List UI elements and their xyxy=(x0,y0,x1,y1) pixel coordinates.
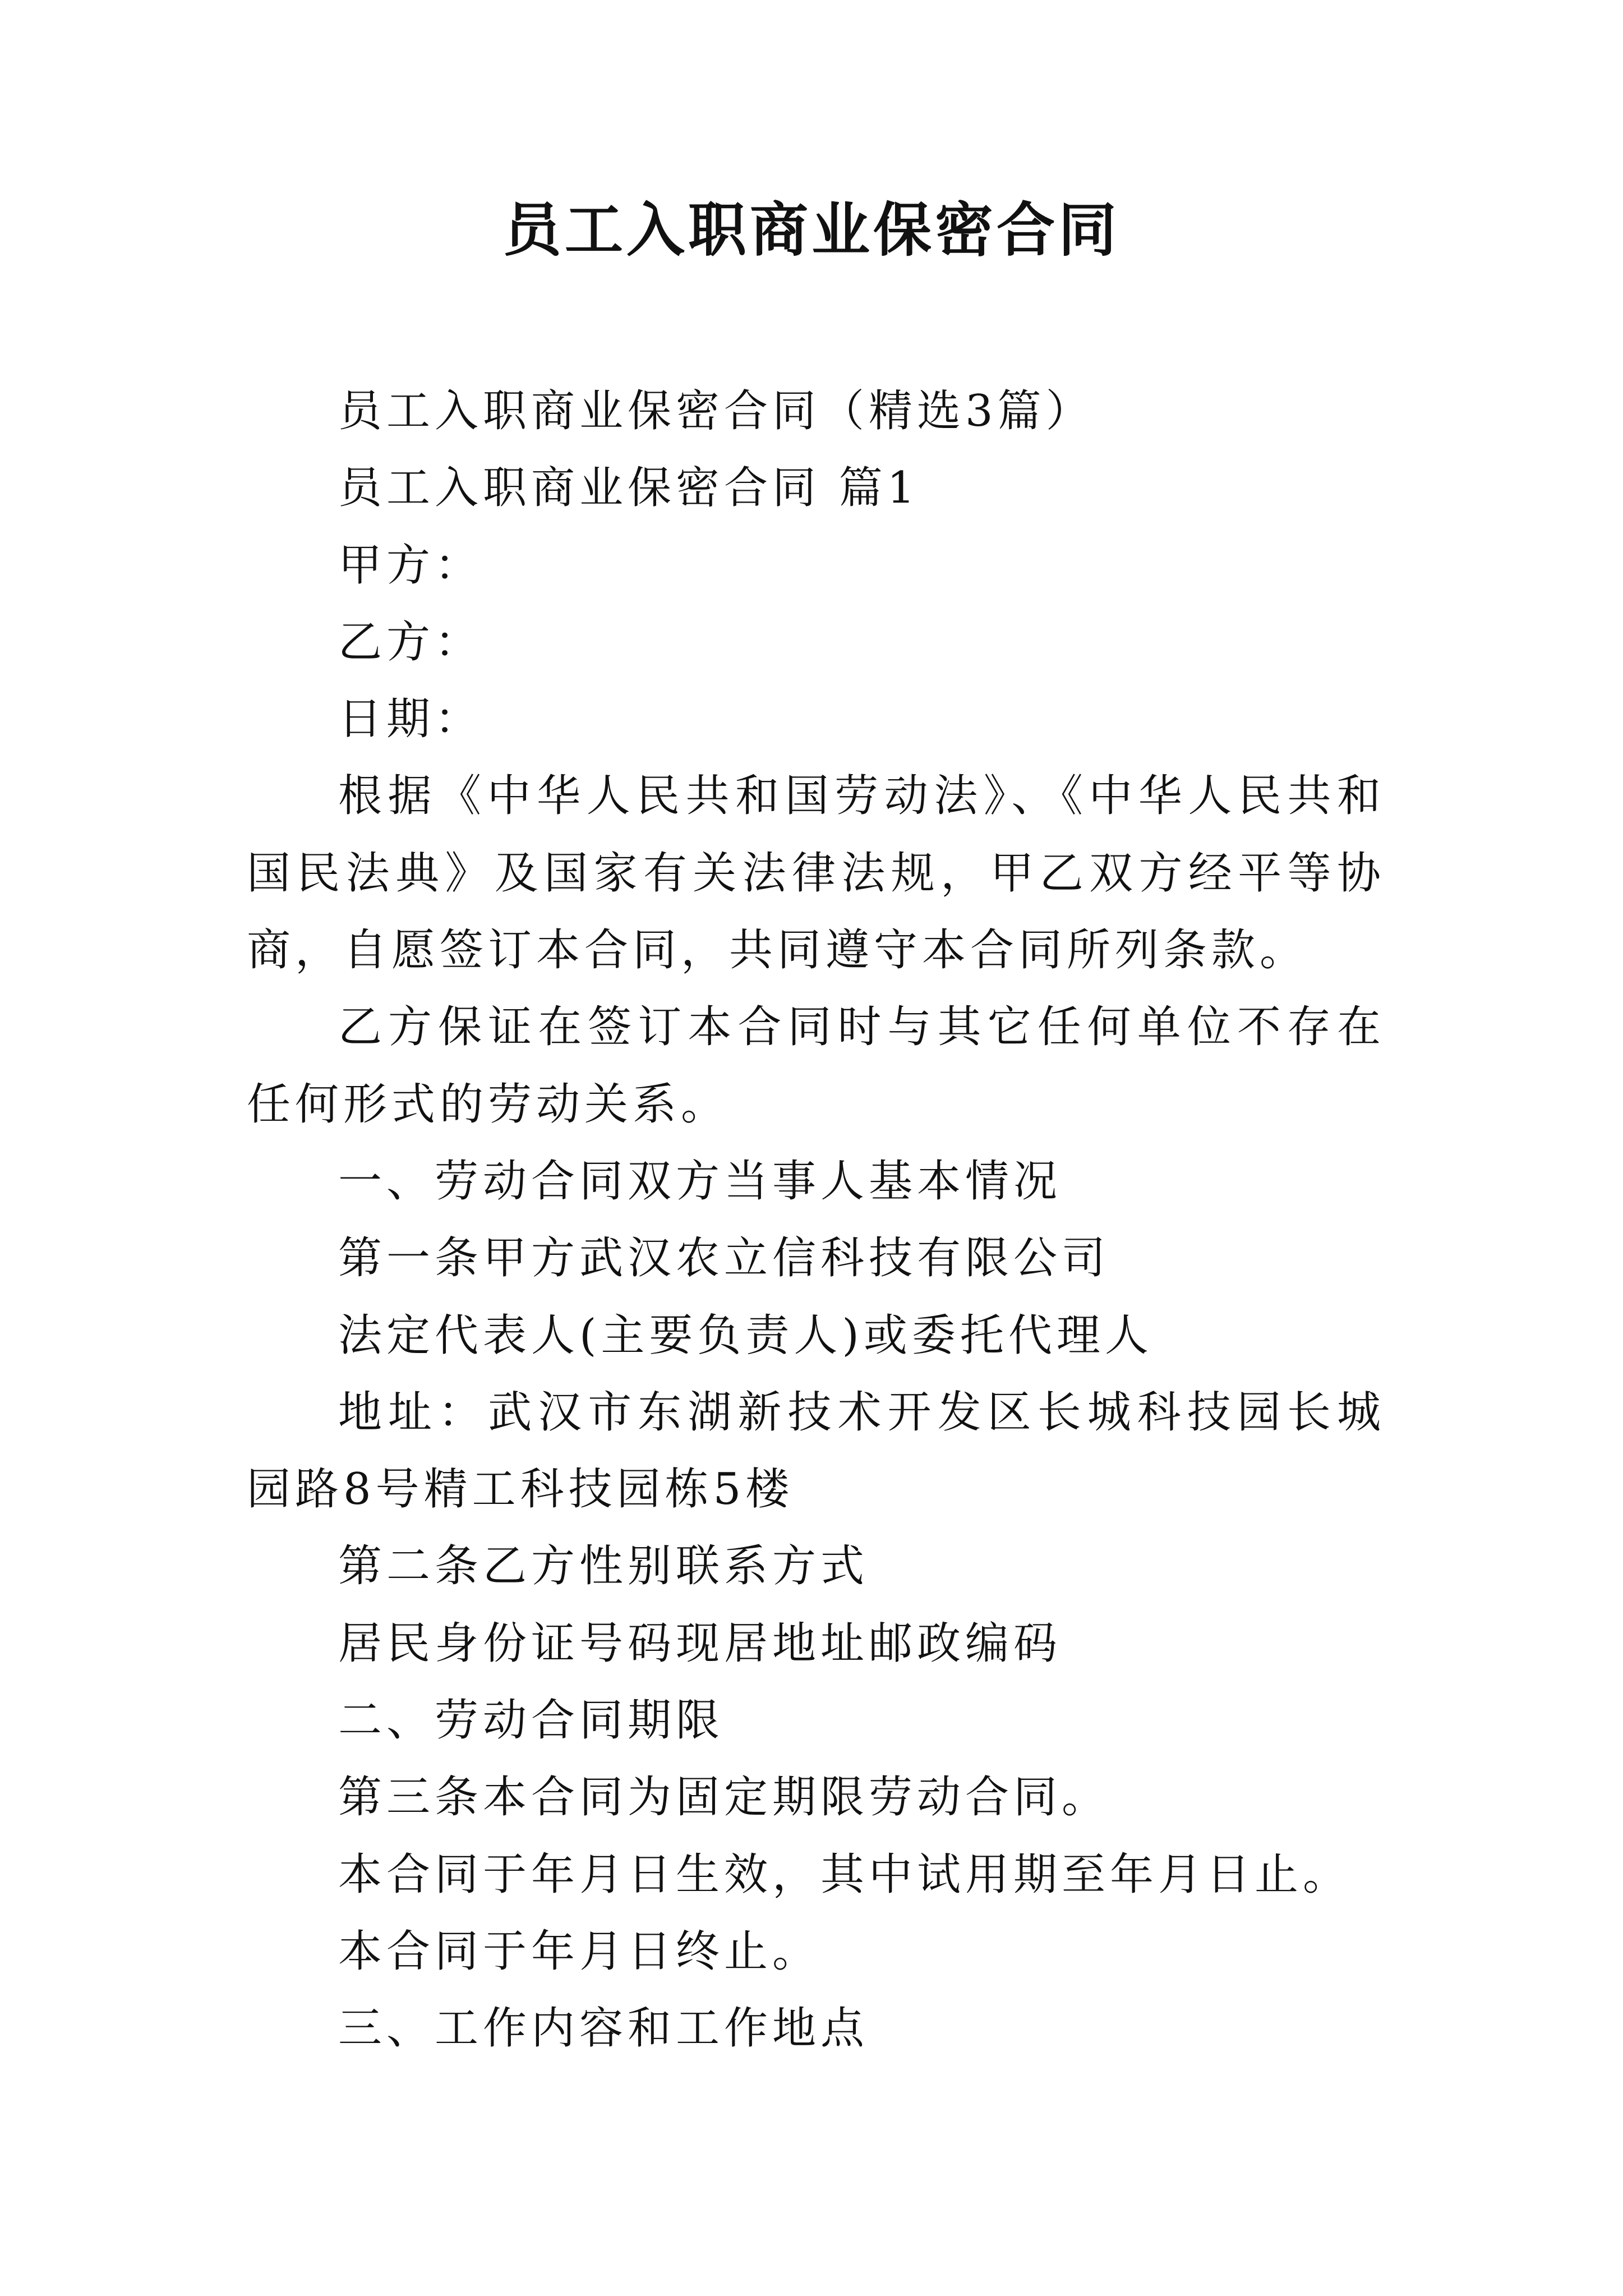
document-title: 员工入职商业保密合同 xyxy=(502,195,1120,264)
paragraph-legal-representative: 法定代表人(主要负责人)或委托代理人 xyxy=(338,1310,1153,1361)
paragraph-effective-date: 本合同于年月日生效，其中试用期至年月日止。 xyxy=(338,1849,1352,1900)
paragraph-party-b: 乙方： xyxy=(338,616,483,668)
paragraph-subtitle: 员工入职商业保密合同（精选3篇） xyxy=(338,386,1094,436)
paragraph-date: 日期： xyxy=(338,694,483,745)
paragraph-party-a: 甲方： xyxy=(338,540,483,591)
paragraph-article-3: 第三条本合同为固定期限劳动合同。 xyxy=(338,1772,1110,1823)
paragraph-legal-basis: 根据《中华人民共和国劳动法》、《中华人民共和国民法典》及国家有关法律法规，甲乙双方经平等协商，自愿签订本合同，共同遵守本合同所列条款。 xyxy=(247,771,1385,976)
paragraph-termination-date: 本合同于年月日终止。 xyxy=(338,1926,821,1977)
paragraph-article-1: 第一条甲方武汉农立信科技有限公司 xyxy=(338,1233,1110,1284)
section-heading-parties: 一、劳动合同双方当事人基本情况 xyxy=(338,1156,1062,1207)
paragraph-article-2: 第二条乙方性别联系方式 xyxy=(338,1541,869,1592)
paragraph-part-heading: 员工入职商业保密合同 篇1 xyxy=(338,463,920,514)
paragraph-guarantee: 乙方保证在签订本合同时与其它任何单位不存在任何形式的劳动关系。 xyxy=(247,1002,1385,1130)
document-body xyxy=(247,373,1385,2068)
section-heading-term: 二、劳动合同期限 xyxy=(338,1695,725,1746)
section-heading-work: 三、工作内容和工作地点 xyxy=(338,2003,869,2054)
paragraph-id-info: 居民身份证号码现居地址邮政编码 xyxy=(338,1618,1062,1669)
paragraph-address: 地址：武汉市东湖新技术开发区长城科技园长城园路8号精工科技园栋5楼 xyxy=(247,1387,1385,1515)
